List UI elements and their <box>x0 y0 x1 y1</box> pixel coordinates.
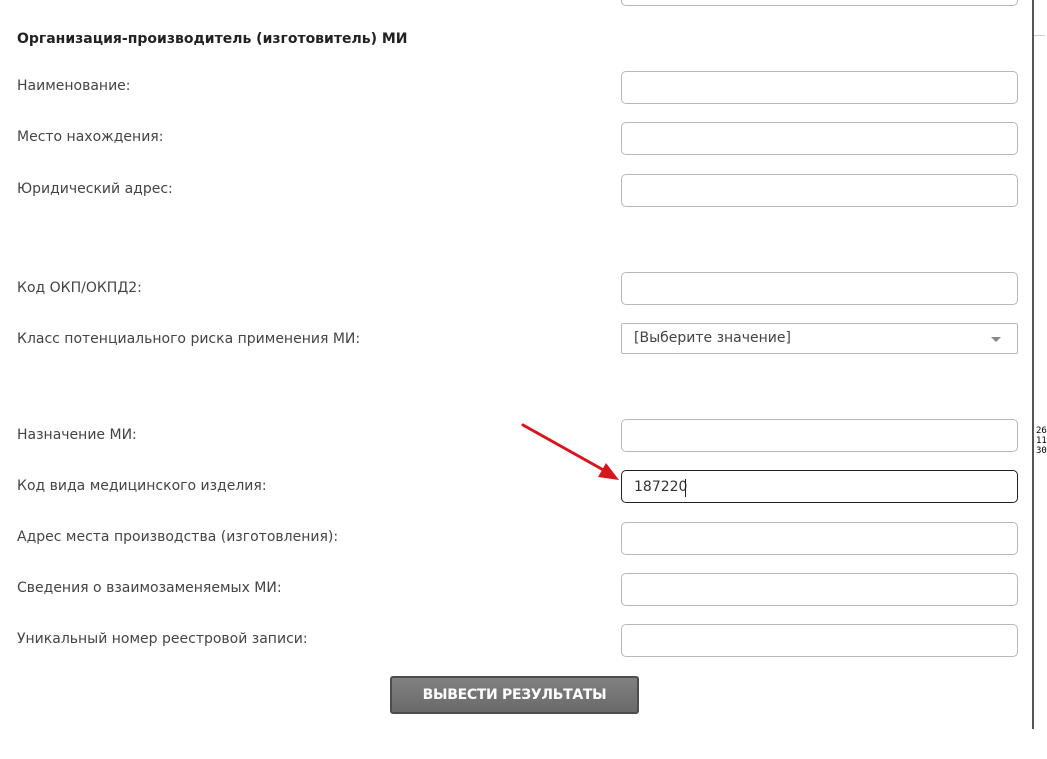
production-address-label: Адрес места производства (изготовления): <box>17 529 339 545</box>
top-field-partial[interactable] <box>621 0 1018 6</box>
interchangeable-label: Сведения о взаимозаменяемых МИ: <box>17 580 282 596</box>
purpose-input[interactable] <box>621 419 1018 452</box>
right-strip-line <box>1034 35 1045 36</box>
registry-number-label: Уникальный номер реестровой записи: <box>17 631 308 647</box>
section-title: Организация-производитель (изготовитель) МИ <box>17 31 408 47</box>
device-type-code-label: Код вида медицинского изделия: <box>17 478 267 494</box>
registry-number-input[interactable] <box>621 624 1018 657</box>
device-type-code-input[interactable] <box>621 470 1018 503</box>
name-label: Наименование: <box>17 78 131 94</box>
risk-class-label: Класс потенциального риска применения МИ: <box>17 331 361 347</box>
right-divider <box>1032 0 1034 729</box>
legal-address-input[interactable] <box>621 174 1018 207</box>
production-address-input[interactable] <box>621 522 1018 555</box>
location-label: Место нахождения: <box>17 129 164 145</box>
interchangeable-input[interactable] <box>621 573 1018 606</box>
purpose-label: Назначение МИ: <box>17 427 137 443</box>
risk-class-select[interactable] <box>621 323 1018 354</box>
location-input[interactable] <box>621 122 1018 155</box>
name-input[interactable] <box>621 71 1018 104</box>
text-cursor <box>685 479 686 497</box>
risk-class-selected-value: [Выберите значение] <box>634 330 791 346</box>
edge-text-fragment: 26 11 30 <box>1036 426 1047 456</box>
chevron-down-icon <box>991 337 1001 342</box>
legal-address-label: Юридический адрес: <box>17 181 173 197</box>
okp-code-input[interactable] <box>621 272 1018 305</box>
okp-code-label: Код ОКП/ОКПД2: <box>17 280 142 296</box>
submit-results-button[interactable]: ВЫВЕСТИ РЕЗУЛЬТАТЫ <box>390 676 639 714</box>
